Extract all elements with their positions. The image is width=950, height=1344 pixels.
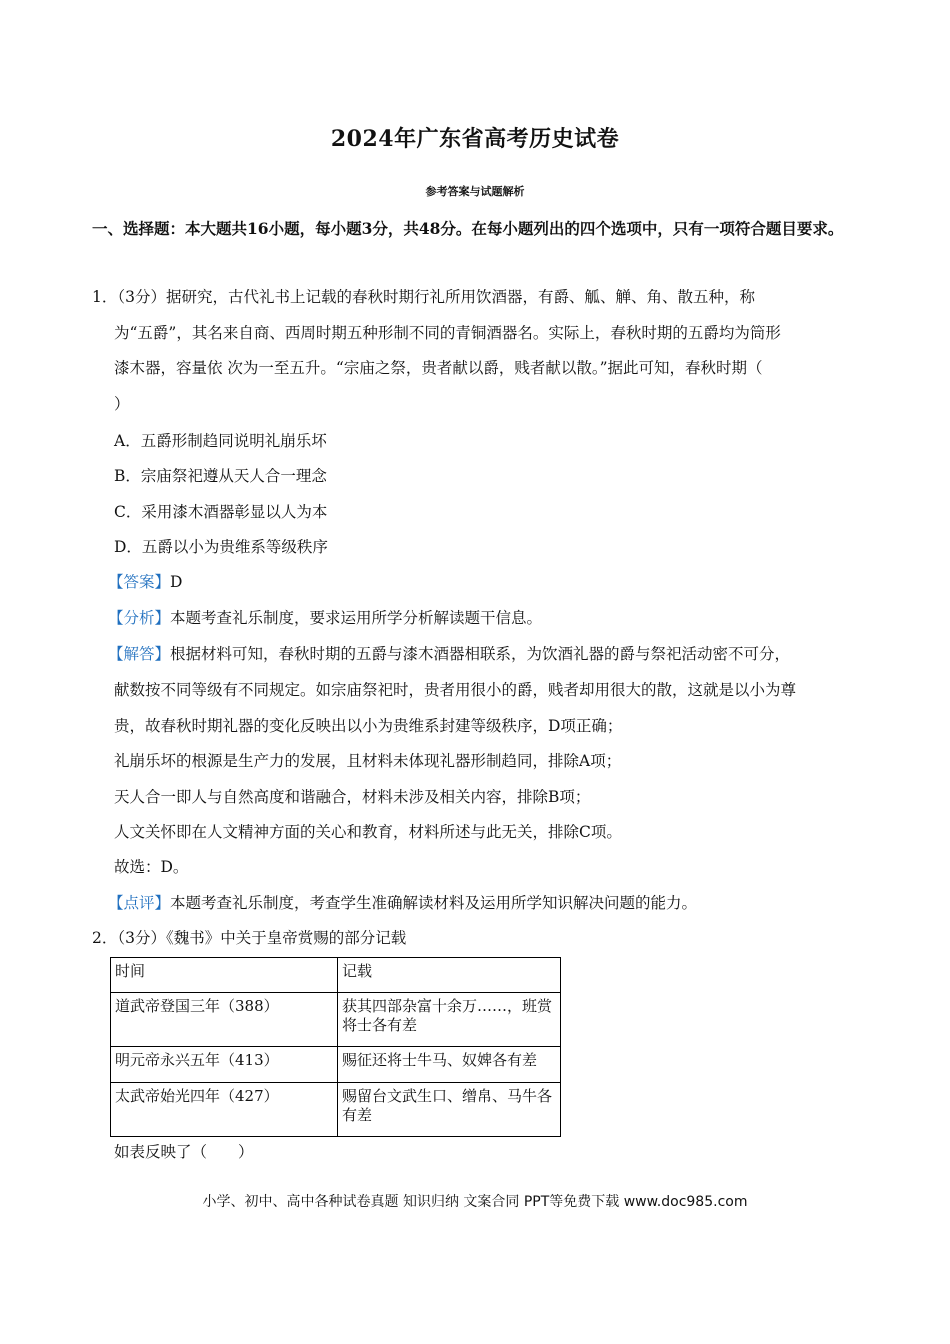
q1-solution-line-2: 献数按不同等级有不同规定。如宗庙祭祀时，贵者用很小的爵，贱者却用很大的散，这就是以小为尊 <box>114 681 797 699</box>
q1-stem-line-2: 为“五爵”，其名来自商、西周时期五种形制不同的青铜酒器名。实际上，春秋时期的五爵均为筒形 <box>114 324 781 342</box>
section-heading: 一、选择题：本大题共16小题，每小题3分，共48分。在每小题列出的四个选项中，只有一项符合题目要求。 <box>92 219 844 238</box>
solution-tag: 【解答】 <box>108 645 171 663</box>
analysis-text: 本题考查礼乐制度，要求运用所学分析解读题干信息。 <box>170 609 543 627</box>
table-cell: 获其四部杂富十余万……，班赏将士各有差 <box>338 993 561 1047</box>
table-cell: 赐留台文武生口、缯帛、马牛各有差 <box>338 1083 561 1137</box>
table-cell: 赐征还将士牛马、奴婢各有差 <box>338 1047 561 1083</box>
table-row <box>111 1083 561 1137</box>
comment-text: 本题考查礼乐制度，考查学生准确解读材料及运用所学知识解决问题的能力。 <box>170 894 698 912</box>
table-row <box>111 1047 561 1083</box>
table-cell: 道武帝登国三年（388） <box>111 993 338 1047</box>
q2-stem: 2．（3分）《魏书》中关于皇帝赏赐的部分记载 <box>92 929 407 947</box>
solution-text: 根据材料可知，春秋时期的五爵与漆木酒器相联系，为饮酒礼器的爵与祭祀活动密不可分， <box>170 645 791 663</box>
q1-option-a: A．五爵形制趋同说明礼崩乐坏 <box>114 432 327 450</box>
table-header-cell: 时间 <box>111 958 338 993</box>
q2-after-table: 如表反映了（ ） <box>114 1143 254 1161</box>
q1-answer <box>108 572 182 592</box>
q1-solution-line-1 <box>108 644 790 664</box>
q1-option-d: D．五爵以小为贵维系等级秩序 <box>114 538 328 556</box>
page-title: 2024年广东省高考历史试卷 <box>330 126 620 152</box>
q1-stem-line-3: 漆木器，容量依 次为一至五升。“宗庙之祭，贵者献以爵，贱者献以散。”据此可知，春秋时期（ <box>114 359 763 377</box>
q1-comment <box>108 893 697 913</box>
q1-solution-line-7: 故选：D。 <box>114 858 189 876</box>
q1-stem-line-1: 1．（3分）据研究，古代礼书上记载的春秋时期行礼所用饮酒器，有爵、觚、觯、角、散五种，称 <box>92 288 755 306</box>
answer-tag: 【答案】 <box>108 573 171 591</box>
table-row <box>111 993 561 1047</box>
q1-solution-line-6: 人文关怀即在人文精神方面的关心和教育，材料所述与此无关，排除C项。 <box>114 823 622 841</box>
page-subtitle: 参考答案与试题解析 <box>425 185 525 198</box>
q2-table <box>110 957 561 1137</box>
page-footer: 小学、初中、高中各种试卷真题 知识归纳 文案合同 PPT等免费下载 www.doc985.com <box>202 1194 748 1210</box>
analysis-tag: 【分析】 <box>108 609 171 627</box>
table-cell: 明元帝永兴五年（413） <box>111 1047 338 1083</box>
table-cell: 太武帝始光四年（427） <box>111 1083 338 1137</box>
q1-solution-line-5: 天人合一即人与自然高度和谐融合，材料未涉及相关内容，排除B项； <box>114 788 591 806</box>
q1-solution-line-4: 礼崩乐坏的根源是生产力的发展，且材料未体现礼器形制趋同，排除A项； <box>114 752 622 770</box>
q1-solution-line-3: 贵，故春秋时期礼器的变化反映出以小为贵维系封建等级秩序，D项正确； <box>114 717 623 735</box>
q1-analysis <box>108 608 542 628</box>
comment-tag: 【点评】 <box>108 894 171 912</box>
table-header-cell: 记载 <box>338 958 561 993</box>
table-header-row <box>111 958 561 993</box>
answer-value: D <box>170 573 183 591</box>
q1-stem-line-4: ） <box>114 395 130 413</box>
q1-option-b: B．宗庙祭祀遵从天人合一理念 <box>114 467 327 485</box>
q1-option-c: C．采用漆木酒器彰显以人为本 <box>114 503 328 521</box>
